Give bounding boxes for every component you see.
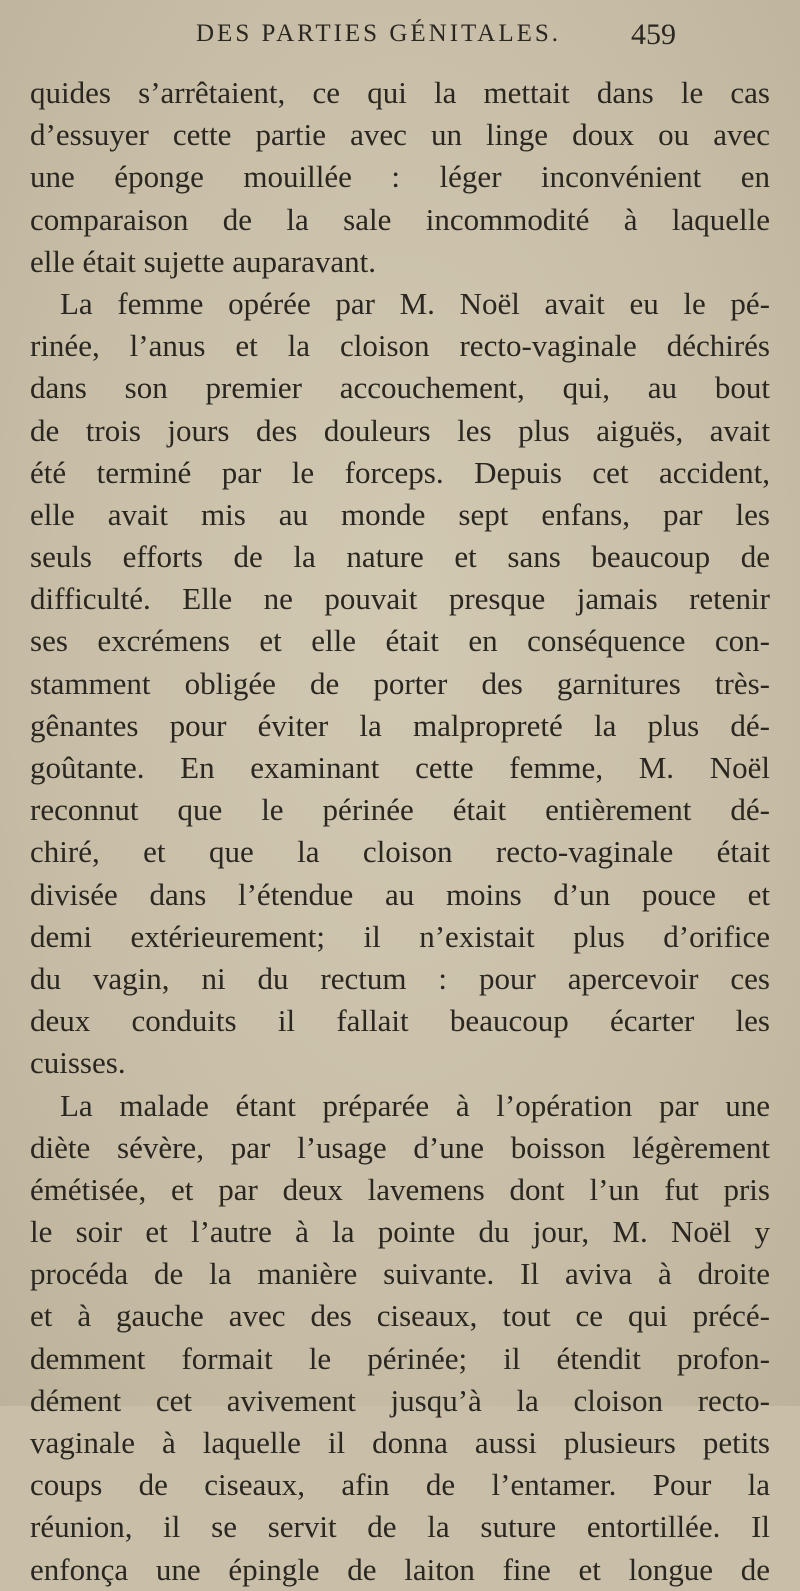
text-line: le soir et l’autre à la pointe du jour, M. Noël y: [30, 1214, 770, 1250]
text-line: deux conduits il fallait beaucoup écarter les: [30, 1003, 770, 1039]
running-head: [0, 18, 800, 62]
text-line: procéda de la manière suivante. Il aviva à droite: [30, 1256, 770, 1292]
text-line: goûtante. En examinant cette femme, M. Noël: [30, 750, 770, 785]
text-line: réunion, il se servit de la suture entortillée. Il: [30, 1509, 770, 1545]
text-line: elle avait mis au monde sept enfans, par les: [30, 496, 770, 532]
text-line: stamment obligée de porter des garnitures très-: [30, 665, 770, 701]
text-line: La malade étant préparée à l’opération par une: [60, 1087, 770, 1123]
text-line: cuisses.: [30, 1045, 126, 1081]
text-line: diète sévère, par l’usage d’une boisson légèrement: [30, 1129, 770, 1165]
text-line: ses excrémens et elle était en conséquence con-: [30, 623, 770, 659]
text-line: coups de ciseaux, afin de l’entamer. Pour la: [30, 1467, 770, 1503]
running-head-title: DES PARTIES GÉNITALES.: [196, 20, 562, 47]
text-line: dément cet avivement jusqu’à la cloison recto-: [30, 1382, 770, 1418]
text-line: reconnut que le périnée était entièrement dé-: [30, 792, 770, 828]
text-line: divisée dans l’étendue au moins d’un pouce et: [30, 876, 770, 912]
text-line: demi extérieurement; il n’existait plus d’orifice: [30, 918, 770, 954]
text-line: demment formait le périnée; il étendit profon-: [30, 1340, 770, 1376]
text-line: quides s’arrêtaient, ce qui la mettait dans le cas: [30, 75, 770, 110]
text-line: difficulté. Elle ne pouvait presque jamais retenir: [30, 581, 770, 617]
text-line: rinée, l’anus et la cloison recto-vaginale déchirés: [30, 328, 770, 364]
text-line: émétisée, et par deux lavemens dont l’un fut pris: [30, 1171, 770, 1207]
text-line: une éponge mouillée : léger inconvénient en: [30, 159, 770, 195]
text-line: et à gauche avec des ciseaux, tout ce qui précé-: [30, 1298, 770, 1334]
text-line: La femme opérée par M. Noël avait eu le pé-: [60, 285, 770, 321]
text-line: de trois jours des douleurs les plus aiguës, avait: [30, 412, 770, 448]
text-line: comparaison de la sale incommodité à laquelle: [30, 201, 770, 237]
text-line: gênantes pour éviter la malpropreté la plus dé-: [30, 707, 770, 743]
text-line: dans son premier accouchement, qui, au bout: [30, 370, 770, 406]
text-line: seuls efforts de la nature et sans beaucoup de: [30, 539, 770, 575]
text-line: été terminé par le forceps. Depuis cet accident,: [30, 454, 770, 490]
text-line: d’essuyer cette partie avec un linge doux ou avec: [30, 117, 770, 153]
text-line: elle était sujette auparavant.: [30, 243, 376, 279]
body-text: [30, 72, 770, 1591]
page-number: 459: [631, 18, 676, 51]
text-line: vaginale à laquelle il donna aussi plusieurs petits: [30, 1425, 770, 1460]
text-line: chiré, et que la cloison recto-vaginale était: [30, 834, 770, 870]
text-line: du vagin, ni du rectum : pour apercevoir ces: [30, 960, 770, 996]
text-line: enfonça une épingle de laiton fine et longue de: [30, 1551, 770, 1587]
